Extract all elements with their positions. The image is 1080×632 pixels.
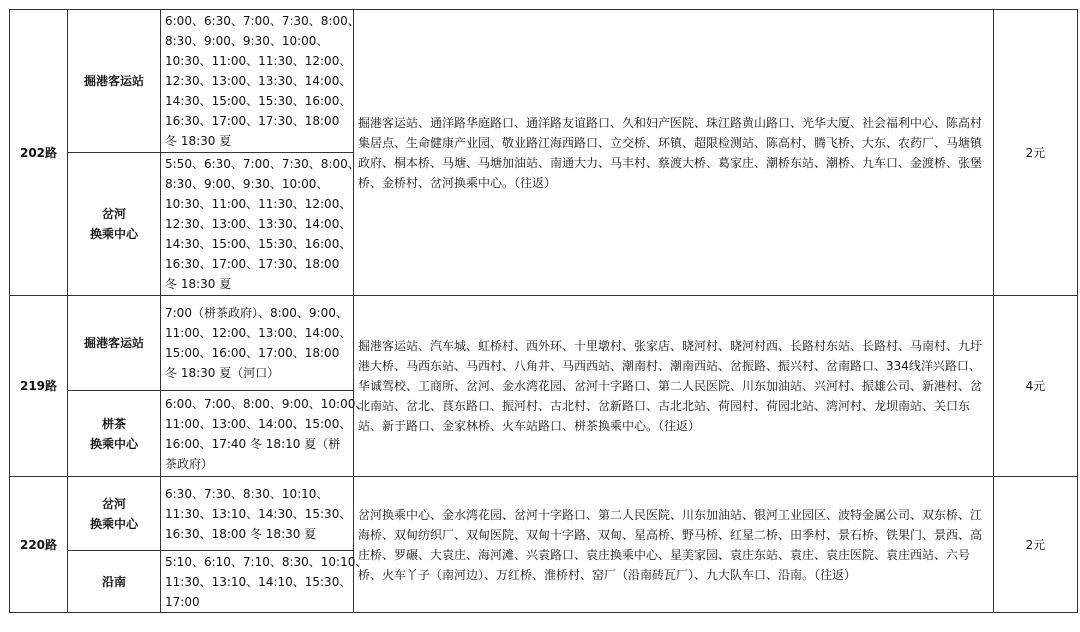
route-220-row-1 [10,477,1078,551]
time-line: 6:30、7:30、8:30、10:10、 [165,486,329,501]
time-line: 14:30、15:00、15:30、16:00、 [165,94,352,108]
route-stops: 掘港客运站、汽车城、虹桥村、西外环、十里墩村、张家店、晓河村、晓河村西、长路村东站、长路村、马南村、九圩港大桥、马西东站、马西村、八角井、马西西站、潮南村、潮南西站、岔振路、振兴村、岔南路口、334线洋兴路口、华诚驾校、工商所、岔河、金水湾花园、岔河十字路口、第二人民医院、川东加油站、兴河村、振雄公司、新港村、岔北南站、岔北、茛东路口、振河村、古北村、岔新路口、古北北站、荷园村、荷园北站、湾河村、龙坝南站、关口东站、新于路口、金家林桥、火车站路口、栟茶换乘中心。（往返） [354,296,994,477]
time-line: 11:00、12:00、13:00、14:00、 [165,326,352,340]
time-line: 冬 18:30 夏（河口） [165,366,280,380]
time-line: 5:50、6:30、7:00、7:30、8:00、 [165,157,360,171]
departure-times [161,391,368,477]
time-line: 5:10、6:10、7:10、8:30、10:10、 [165,554,368,569]
time-line: 16:00、17:40 冬 18:10 夏（栟 [165,436,341,451]
time-line: 冬 18:30 夏 [165,134,232,148]
station-name: 换乘中心 [89,516,138,531]
departure-times [161,10,360,153]
departure-station [68,296,161,391]
station-name: 换乘中心 [89,436,138,451]
station-name: 掘港客运站 [83,336,144,350]
departure-station [68,477,161,551]
departure-station [68,551,161,613]
time-line: 17:00 [165,594,200,609]
station-name: 换乘中心 [89,227,138,241]
route-stops: 岔河换乘中心、金水湾花园、岔河十字路口、第二人民医院、川东加油站、银河工业园区、波特金属公司、双东桥、江海桥、双甸纺织厂、双甸医院、双甸十字路、双甸、星高桥、野马桥、红星二桥、田季村、景石桥、铁果门、景西、高庄桥、罗碾、大袁庄、海河滩、兴袁路口、袁庄换乘中心、星美家园、袁庄东站、袁庄、袁庄医院、袁庄西站、六号桥、火车丫子（南河边）、万红桥、淮桥村、窑厂（沿南砖瓦厂）、九大队车口、沿南。（往返） [354,477,994,613]
station-name: 岔河 [101,207,126,221]
route-stops: 掘港客运站、通洋路华庭路口、通洋路友谊路口、久和妇产医院、珠江路黄山路口、光华大厦、社会福利中心、陈高村集居点、生命健康产业园、敬业路江海西路口、立交桥、环镇、超限检测站、陈高村、腾飞桥、大东、农药厂、马塘镇政府、桐本桥、马塘、马塘加油站、南通大力、马丰村、蔡渡大桥、葛家庄、潮桥东站、潮桥、九车口、金渡桥、张堡桥、金桥村、岔河换乘中心。（往返） [354,10,994,296]
time-line: 8:30、9:00、9:30、10:00、 [165,177,329,191]
station-name: 掘港客运站 [83,74,144,88]
time-line: 茶政府） [165,456,214,471]
fare: 2元 [994,10,1078,296]
time-line: 16:30、18:00 冬 18:30 夏 [165,526,317,541]
time-line: 10:30、11:00、11:30、12:00、 [165,197,352,211]
time-line: 11:00、13:00、14:00、15:00、 [165,416,352,431]
route-number: 220路 [10,477,68,613]
time-line: 16:30、17:00、17:30、18:00 [165,114,340,128]
station-name: 岔河 [101,496,126,511]
time-line: 16:30、17:00、17:30、18:00 [165,257,340,271]
departure-times [161,477,354,551]
time-line: 冬 18:30 夏 [165,277,232,291]
departure-station [68,153,161,296]
time-line: 6:00、6:30、7:00、7:30、8:00、 [165,14,360,28]
time-line: 8:30、9:00、9:30、10:00、 [165,34,329,48]
departure-times [161,551,368,613]
time-line: 6:00、7:00、8:00、9:00、10:00、 [165,396,368,411]
time-line: 7:00（栟茶政府）、8:00、9:00、 [165,306,348,320]
time-line: 12:30、13:00、13:30、14:00、 [165,217,352,231]
route-202-row-1 [10,10,1078,153]
fare: 2元 [994,477,1078,613]
time-line: 12:30、13:00、13:30、14:00、 [165,74,352,88]
departure-station [68,10,161,153]
route-number: 219路 [10,296,68,477]
station-name: 沿南 [101,574,126,589]
fare: 4元 [994,296,1078,477]
departure-times [161,153,360,296]
time-line: 10:30、11:00、11:30、12:00、 [165,54,352,68]
time-line: 15:00、16:00、17:00、18:00 [165,346,340,360]
time-line: 11:30、13:10、14:30、15:30、 [165,506,352,521]
departure-station [68,391,161,477]
time-line: 11:30、13:10、14:10、15:30、 [165,574,352,589]
departure-times [161,296,354,391]
bus-schedule-table [9,9,1078,613]
route-number: 202路 [10,10,68,296]
route-219-row-1 [10,296,1078,391]
time-line: 14:30、15:00、15:30、16:00、 [165,237,352,251]
station-name: 栟茶 [101,416,126,431]
